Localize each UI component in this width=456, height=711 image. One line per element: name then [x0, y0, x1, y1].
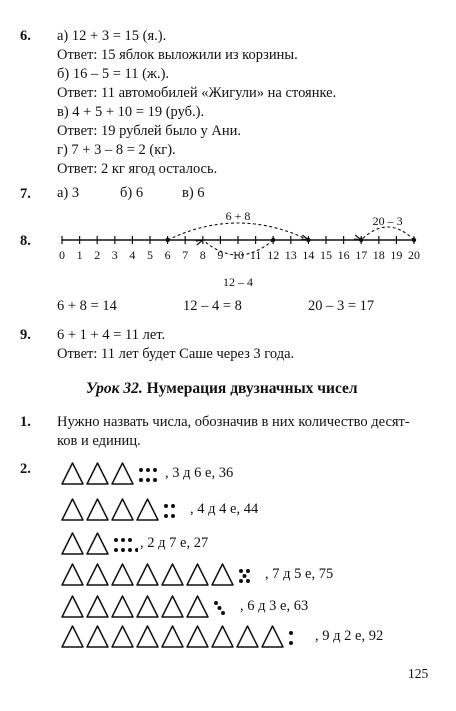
triangle-tens-icon [62, 596, 83, 617]
dot-units-icon [239, 569, 243, 573]
task2-row [60, 460, 233, 486]
task2-row-label: , 7 д 5 е, 75 [265, 565, 334, 582]
number-line-tick-label: 3 [111, 248, 118, 262]
dot-units-icon [121, 548, 125, 552]
triangle-tens-icon [137, 596, 158, 617]
dot-units-icon [214, 601, 218, 605]
triangle-tens-icon [87, 463, 108, 484]
task2-row-label: , 4 д 4 е, 44 [190, 500, 259, 517]
task9-number: 9. [20, 327, 31, 343]
task2-row [60, 496, 258, 522]
task6-line-5: в) 4 + 5 + 10 = 19 (руб.). [57, 104, 205, 120]
task8-equation-2: 12 – 4 = 8 [183, 298, 242, 314]
triangle-tens-icon [112, 499, 133, 520]
number-line-tick-label: 17 [355, 248, 368, 262]
number-line-tick-label: 1 [76, 248, 83, 262]
dot-units-icon [153, 468, 157, 472]
task7-answer-a: а) 3 [57, 185, 80, 201]
task2-figure [60, 593, 238, 619]
number-line-tick-label: 8 [199, 248, 206, 262]
triangle-tens-icon [87, 596, 108, 617]
dot-units-icon [171, 504, 175, 508]
dot-units-icon [239, 579, 243, 583]
number-line-tick-label: 20 [408, 248, 420, 262]
triangle-tens-icon [62, 533, 83, 554]
task6-line-4: Ответ: 11 автомобилей «Жигули» на стоянке. [57, 85, 337, 101]
task6-line-7: г) 7 + 3 – 8 = 2 (кг). [57, 142, 176, 158]
number-line-tick-label: 9 [217, 248, 224, 262]
number-line [0, 200, 456, 300]
number-line-tick-label: 5 [147, 248, 153, 262]
dot-units-icon [139, 468, 143, 472]
number-line-tick-label: 11 [249, 248, 262, 262]
lesson-heading-italic: Урок 32. [86, 380, 143, 397]
triangle-tens-icon [87, 626, 108, 647]
dot-units-icon [246, 569, 250, 573]
number-line-tick-label: 6 [164, 248, 171, 262]
dot-units-icon [171, 514, 175, 518]
page-number: 125 [408, 666, 429, 681]
triangle-tens-icon [112, 626, 133, 647]
dot-units-icon [221, 611, 225, 615]
number-line-tick-label: 4 [129, 248, 136, 262]
triangle-tens-icon [262, 626, 283, 647]
number-line-arrowhead [354, 235, 361, 240]
task1-line-2: ков и единиц. [57, 433, 141, 449]
number-line-tick-label: 2 [94, 248, 101, 262]
task2-figure [60, 460, 163, 486]
triangle-tens-icon [112, 463, 133, 484]
triangle-tens-icon [212, 564, 233, 585]
triangle-tens-icon [162, 596, 183, 617]
task6-line-8: Ответ: 2 кг ягод осталось. [57, 161, 218, 177]
dot-units-icon [121, 538, 125, 542]
number-line-tick-label: 18 [372, 248, 385, 262]
task6-line-1: а) 12 + 3 = 15 (я.). [57, 28, 167, 44]
number-line-ticks [59, 236, 420, 262]
triangle-tens-icon [62, 626, 83, 647]
dot-units-icon [243, 574, 247, 578]
triangle-tens-icon [112, 596, 133, 617]
dot-units-icon [164, 504, 168, 508]
number-line-tick-label: 16 [337, 248, 350, 262]
triangle-tens-icon [187, 596, 208, 617]
task9-line-2: Ответ: 11 лет будет Саше через 3 года. [57, 346, 295, 362]
task2-row [60, 623, 383, 649]
number-line-tick-label: 0 [59, 248, 65, 262]
task2-row [60, 530, 208, 556]
task2-row [60, 593, 308, 619]
number-line-arc-label: 6 + 8 [225, 209, 251, 223]
number-line-arc-label: 12 – 4 [223, 275, 253, 289]
task7-answer-c: в) 6 [182, 185, 205, 201]
dot-units-icon [164, 514, 168, 518]
dot-units-icon [218, 606, 222, 610]
number-line-tick-label: 7 [182, 248, 189, 262]
task6-line-3: б) 16 – 5 = 11 (ж.). [57, 66, 170, 82]
task7-number: 7. [20, 186, 31, 202]
triangle-tens-icon [87, 564, 108, 585]
number-line-tick-label: 12 [267, 248, 280, 262]
triangle-tens-icon [212, 626, 233, 647]
dot-units-icon [114, 548, 118, 552]
task2-row-label: , 6 д 3 е, 63 [240, 597, 309, 614]
task1-line-1: Нужно назвать числа, обозначив в них количество десят- [57, 414, 410, 430]
task8-equation-3: 20 – 3 = 17 [308, 298, 375, 314]
triangle-tens-icon [137, 626, 158, 647]
triangle-tens-icon [237, 626, 258, 647]
dot-units-icon [289, 641, 293, 645]
dot-units-icon [128, 538, 132, 542]
triangle-tens-icon [62, 564, 83, 585]
task6-number: 6. [20, 28, 31, 44]
number-line-tick-label: 19 [390, 248, 403, 262]
triangle-tens-icon [187, 564, 208, 585]
triangle-tens-icon [62, 463, 83, 484]
task6-line-2: Ответ: 15 яблок выложили из корзины. [57, 47, 298, 63]
triangle-tens-icon [137, 564, 158, 585]
triangle-tens-icon [87, 499, 108, 520]
task2-row-label: , 2 д 7 е, 27 [140, 534, 209, 551]
task2-number: 2. [20, 461, 31, 477]
dot-units-icon [153, 478, 157, 482]
triangle-tens-icon [137, 499, 158, 520]
task2-figure [60, 561, 263, 587]
task2-row-label: , 9 д 2 е, 92 [315, 627, 384, 644]
task6-line-6: Ответ: 19 рублей было у Ани. [57, 123, 242, 139]
lesson-heading [86, 380, 358, 398]
dot-units-icon [114, 538, 118, 542]
number-line-tick-label: 14 [302, 248, 315, 262]
triangle-tens-icon [162, 626, 183, 647]
task9-line-1: 6 + 1 + 4 = 11 лет. [57, 327, 166, 343]
dot-units-icon [135, 548, 138, 552]
task7-answer-b: б) 6 [120, 185, 144, 201]
number-line-arrowhead [196, 240, 203, 245]
task2-figure [60, 496, 188, 522]
task2-figure [60, 530, 138, 556]
task2-row-label: , 3 д 6 е, 36 [165, 464, 234, 481]
dot-units-icon [139, 478, 143, 482]
number-line-arc [361, 227, 414, 240]
dot-units-icon [289, 631, 293, 635]
number-line-tick-label: 15 [320, 248, 332, 262]
number-line-tick-label: 13 [284, 248, 297, 262]
task8-number: 8. [20, 233, 31, 249]
number-line-arc-label: 20 – 3 [372, 214, 403, 228]
triangle-tens-icon [162, 564, 183, 585]
task2-figure [60, 623, 313, 649]
task1-number: 1. [20, 414, 31, 430]
triangle-tens-icon [112, 564, 133, 585]
triangle-tens-icon [87, 533, 108, 554]
lesson-heading-title: Нумерация двузначных чисел [142, 380, 358, 397]
dot-units-icon [246, 579, 250, 583]
dot-units-icon [146, 478, 150, 482]
triangle-tens-icon [62, 499, 83, 520]
number-line-tick-label: 10 [232, 248, 244, 262]
triangle-tens-icon [187, 626, 208, 647]
task8-equation-1: 6 + 8 = 14 [57, 298, 117, 314]
dot-units-icon [146, 468, 150, 472]
dot-units-icon [128, 548, 132, 552]
task2-row [60, 561, 333, 587]
